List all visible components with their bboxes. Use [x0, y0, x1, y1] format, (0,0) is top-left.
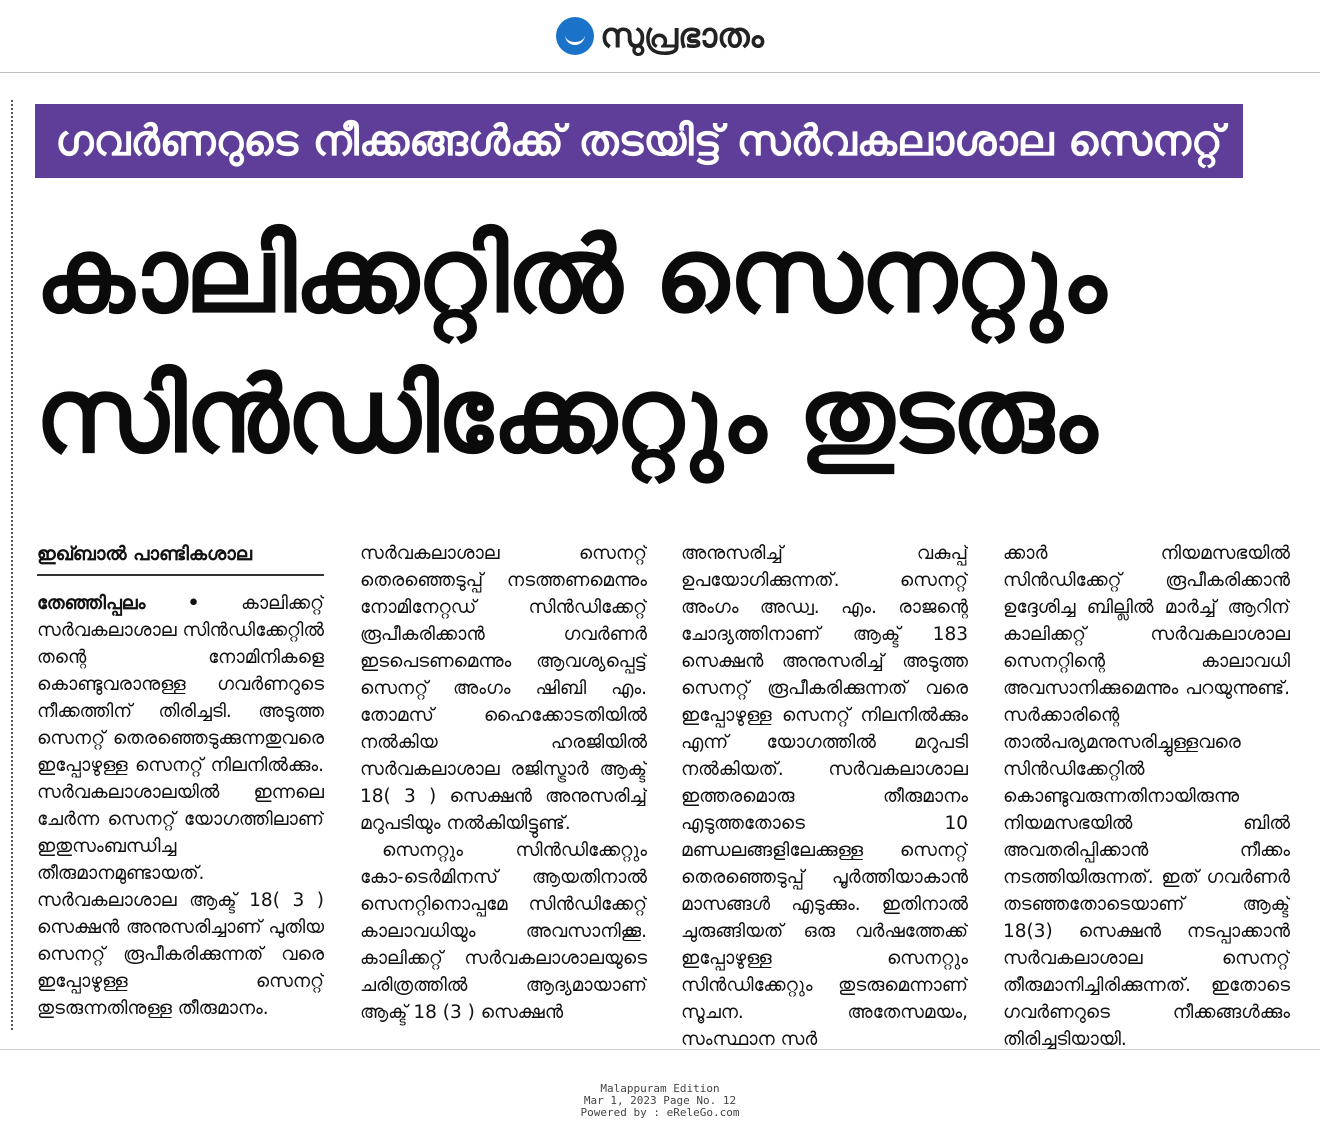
headline — [35, 205, 1255, 485]
headline-line-2: സിൻഡിക്കേറ്റും തുടരും — [35, 354, 1096, 476]
dateline: തേഞ്ഞിപ്പലം • — [37, 593, 200, 614]
article-column-4 — [1003, 540, 1290, 1053]
suprabhaatham-logo-icon — [556, 17, 594, 55]
byline: ഇഖ്ബാൽ പാണ്ടികശാല — [37, 540, 324, 576]
lead-text: കാലിക്കറ്റ് സർവകലാശാല സിൻഡിക്കേറ്റിൽ തന്റെ നോമിനികളെ കൊണ്ടുവരാനുള്ള ഗവർണറുടെ നീക്കത്തിന് തിരിച്ചടി. അടുത്ത സെനറ്റ് തെരഞ്ഞെടുക്കുന്നതുവരെ ഇപ്പോഴുള്ള സെനറ്റ് നിലനിൽക്കും. സർവകലാശാലയിൽ ഇന്നലെ ചേർന്ന സെനറ്റ് യോഗത്തിലാണ് ഇതുസംബന്ധിച്ച തീരുമാനമുണ്ടായത്. സർവകലാശാല ആക്ട് 18( 3 ) സെക്ഷൻ അനുസരിച്ചാണ് പുതിയ സെനറ്റ് രൂപീകരിക്കുന്നത് വരെ ഇപ്പോഴുള്ള സെനറ്റ് തുടരുന്നതിനുള്ള തീരുമാനം. — [37, 593, 324, 1019]
margin-dotted-rule — [11, 100, 13, 1030]
edition-label: Malappuram Edition — [600, 1082, 720, 1095]
column-2-paragraph-1: സർവകലാശാല സെനറ്റ് തെരഞ്ഞെടുപ്പ് നടത്തണമെന്നും നോമിനേറ്റഡ് സിൻഡിക്കേറ്റ് രൂപീകരിക്കാൻ ഗവർണർ ഇടപെടണമെന്നും ആവശ്യപ്പെട്ട് സെനറ്റ് അംഗം ഷിബി എം. തോമസ് ഹൈക്കോടതിയിൽ നൽകിയ ഹരജിയിൽ സർവകലാശാല രജിസ്ട്രാർ ആക്ട് 18( 3 ) സെക്ഷൻ അനുസരിച്ച് മറുപടിയും നൽകിയിട്ടുണ്ട്. — [360, 543, 647, 834]
column-3-paragraph: അനുസരിച്ച് വകുപ്പ് ഉപയോഗിക്കുന്നത്. സെനറ്റ് അംഗം അഡ്വ. എം. രാജന്റെ ചോദ്യത്തിനാണ് ആക്ട് 183 സെക്ഷൻ അനുസരിച്ച് അടുത്ത സെനറ്റ് രൂപീകരിക്കുന്നത് വരെ ഇപ്പോഴുള്ള സെനറ്റ് നിലനിൽക്കും എന്ന് യോഗത്തിൽ മറുപടി നൽകിയത്. സർവകലാശാല ഇത്തരമൊരു തീരുമാനം എടുത്തതോടെ 10 മണ്ഡലങ്ങളിലേക്കുള്ള സെനറ്റ് തെരഞ്ഞെടുപ്പ് പൂർത്തിയാകാൻ മാസങ്ങൾ എടുക്കും. ഇതിനാൽ ചുരുങ്ങിയത് ഒരു വർഷത്തേക്ക് ഇപ്പോഴുള്ള സെനറ്റും സിൻഡിക്കേറ്റും തുടരുമെന്നാണ് സൂചന. അതേസമയം, സംസ്ഥാന സർ — [681, 543, 968, 1050]
edition-footer — [0, 1083, 1320, 1119]
article-lead-paragraph — [37, 590, 324, 1022]
column-2-paragraph-2: സെനറ്റും സിൻഡിക്കേറ്റും കോ-ടെർമിനസ് ആയതിനാൽ സെനറ്റിനൊപ്പമേ സിൻഡിക്കേറ്റ് കാലാവധിയും അവസാനിക്കൂ. കാലിക്കറ്റ് സർവകലാശാലയുടെ ചരിത്രത്തിൽ ആദ്യമായാണ് ആക്ട് 18 (3 ) സെക്ഷൻ — [360, 840, 647, 1023]
kicker-banner — [35, 104, 1243, 178]
masthead-title: സുപ്രഭാതം — [600, 16, 764, 56]
article-column-3 — [681, 540, 968, 1053]
headline-line-1: കാലിക്കറ്റിൽ സെനറ്റും — [35, 214, 1105, 336]
date-page-label: Mar 1, 2023 Page No. 12 — [583, 1094, 737, 1107]
powered-by-label: Powered by : eReleGo.com — [580, 1106, 740, 1119]
bottom-divider — [0, 1049, 1320, 1050]
masthead — [0, 0, 1320, 73]
kicker-text: ഗവർണറുടെ നീക്കങ്ങൾക്ക് തടയിട്ട് സർവകലാശാല സെനറ്റ് — [55, 116, 1223, 165]
article-column-1 — [37, 540, 324, 1022]
column-4-paragraph: ക്കാർ നിയമസഭയിൽ സിൻഡിക്കേറ്റ് രൂപീകരിക്കാൻ ഉദ്ദേശിച്ച ബില്ലിൽ മാർച്ച് ആറിന് കാലിക്കറ്റ് സർവകലാശാല സെനറ്റിന്റെ കാലാവധി അവസാനിക്കുമെന്നും പറയുന്നുണ്ട്. സർക്കാരിന്റെ താൽപര്യമനുസരിച്ചുള്ളവരെ സിൻഡിക്കേറ്റിൽ കൊണ്ടുവരുന്നതിനായിരുന്നു നിയമസഭയിൽ ബിൽ അവതരിപ്പിക്കാൻ നീക്കം നടത്തിയിരുന്നത്. ഇത് ഗവർണർ തടഞ്ഞതോടെയാണ് ആക്ട് 18(3) സെക്ഷൻ നടപ്പാക്കാൻ സർവകലാശാല സെനറ്റ് തീരുമാനിച്ചിരിക്കുന്നത്. ഇതോടെ ഗവർണറുടെ നീക്കങ്ങൾക്കും തിരിച്ചടിയായി. — [1003, 543, 1290, 1050]
article-column-2 — [360, 540, 647, 1026]
